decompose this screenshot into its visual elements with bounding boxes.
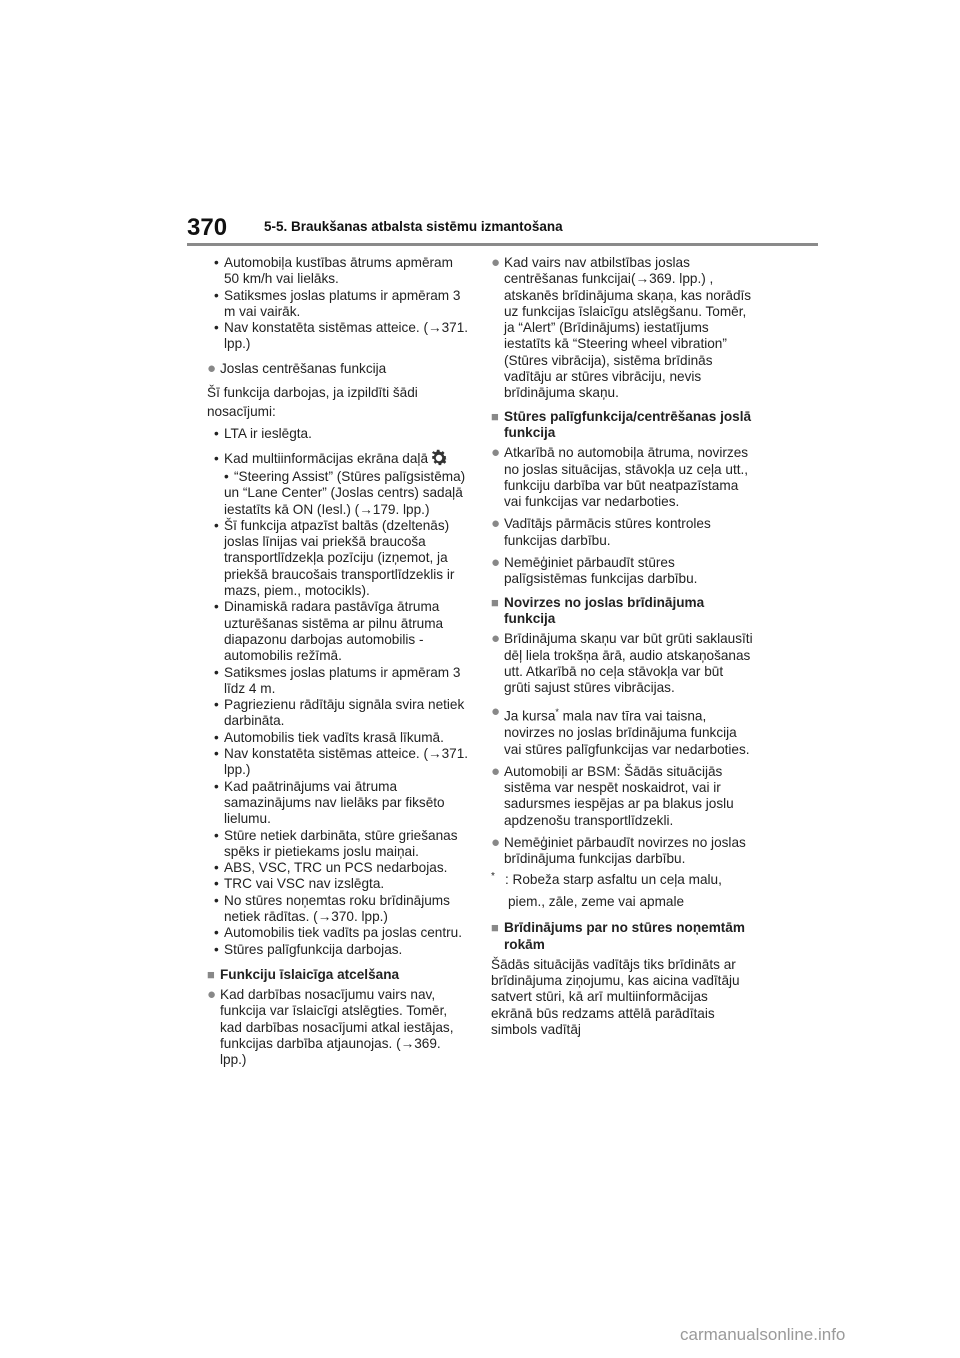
list-item: • Nav konstatēta sistēmas atteice. (→371. lpp.) (207, 320, 469, 353)
list-item: • Automobiļa kustības ātrums apmēram 50 km/h vai lielāks. (207, 255, 469, 288)
circle-bullet-icon: ● (491, 630, 501, 648)
paragraph: Šādās situācijās vadītājs tiks brīdināts ar brīdinājuma ziņojumu, kas aicina vadītāju satvert stūri, kā arī multiinformācijas ekrānā būs redzams attēlā parādītais simbols vadītāj (491, 956, 740, 1037)
list-item: • Automobilis tiek vadīts krasā līkumā. (207, 730, 469, 746)
list-item-continuation: • “Steering Assist” (Stūres palīgsistēma) un “Lane Center” (Joslas centrs) sadaļā iestatīts kā ON (Iesl.) (→179. lpp.) (207, 469, 469, 518)
circle-bullet-icon: ● (207, 986, 217, 1004)
circle-bullet-icon: ● (491, 515, 501, 533)
circle-item (491, 764, 753, 829)
heading-text: Funkciju īslaicīga atcelšana (220, 966, 400, 982)
square-bullet-icon: ■ (491, 920, 499, 936)
list-item: • Kad paātrinājums vai ātruma samazinājums nav lielāks par fiksēto lielumu. (207, 779, 469, 828)
list-item: • Stūre netiek darbināta, stūre griešanas spēks ir pietiekams joslu maiņai. (207, 828, 469, 861)
page-number: 370 (187, 214, 228, 241)
circle-item (491, 555, 753, 588)
section-heading (491, 595, 753, 628)
item-text: Nemēģiniet pārbaudīt stūres palīgsistēmas funkcijas darbību. (504, 555, 698, 587)
circle-item (491, 445, 753, 510)
list-item: • Stūres palīgfunkcija darbojas. (207, 942, 469, 958)
section-title: 5-5. Braukšanas atbalsta sistēmu izmantošana (264, 219, 563, 234)
header-rule (187, 243, 818, 246)
circle-item (491, 631, 753, 696)
circle-bullet-icon: ● (491, 834, 501, 852)
gear-icon (428, 447, 450, 469)
list-item: • LTA ir ieslēgta. (207, 426, 469, 442)
square-bullet-icon: ■ (491, 408, 499, 424)
square-bullet-icon: ■ (491, 594, 499, 610)
circle-bullet-icon: ● (491, 762, 501, 780)
circle-item (491, 516, 753, 549)
right-column (491, 255, 753, 1038)
footnote-continuation: piem., zāle, zeme vai apmale (508, 893, 685, 909)
item-text: Automobiļi ar BSM: Šādās situācijās sistēma var nespēt noskaidrot, vai ir sadursmes iespējas ar pa blakus joslu apdzenošu transportlīdzekli. (504, 763, 734, 828)
section-heading (491, 409, 753, 442)
section-heading (491, 920, 753, 953)
footnote (491, 872, 753, 888)
circle-bullet-icon: ● (491, 554, 501, 572)
circle-bullet-icon: ● (491, 254, 501, 271)
item-text: Vadītājs pārmācis stūres kontroles funkcijas darbību. (504, 516, 711, 548)
heading-text: Brīdinājums par no stūres noņemtām rokām (504, 920, 745, 952)
circle-item (207, 987, 469, 1068)
item-text: Nemēģiniet pārbaudīt novirzes no joslas brīdinājuma funkcijas darbību. (504, 835, 746, 867)
watermark: carmanualsonline.info (680, 1325, 846, 1344)
item-text: mala nav tīra vai taisna, novirzes no joslas brīdinājuma funkcija vai stūres palīgfunkcijas var nedarboties. (504, 708, 750, 757)
list-item: • Satiksmes joslas platums ir apmēram 3 m vai vairāk. (207, 288, 469, 321)
list-item: • No stūres noņemtas roku brīdinājums netiek rādītas. (→370. lpp.) (207, 893, 469, 926)
list-item (207, 447, 469, 469)
footnote-mark: * (555, 707, 559, 718)
circle-item (491, 255, 753, 402)
paragraph: Šī funkcija darbojas, ja izpildīti šādi (207, 385, 418, 401)
heading-text: Stūres palīgfunkcija/centrēšanas joslā funkcija (504, 408, 752, 440)
item-text: Kad vairs nav atbilstības joslas centrēšanas funkcijai(→369. lpp.) , atskanēs brīdinājuma skaņa, kas norādīs uz funkcijas īslaicīgu atslēgšanu. Tomēr, ja “Alert” (Brīdinājums) iestatījums iestatīts kā “Steering wheel vibration” (Stūres vibrācija), sistēma brīdinās vadītāju ar stūres vibrāciju, nevis brīdinājuma skaņu. (504, 255, 752, 401)
section-heading (207, 967, 469, 983)
list-item: • TRC vai VSC nav izslēgta. (207, 876, 469, 892)
item-text: Kad multiinformācijas ekrāna daļā (224, 450, 429, 466)
circle-bullet-icon: ● (491, 703, 501, 721)
circle-bullet-icon: ● (207, 359, 217, 377)
list-item: • Šī funkcija atpazīst baltās (dzeltenās) joslas līnijas vai priekšā braucoša transportlīdzekļa pozīciju (izņemot, ja priekšā braucošais transportlīdzeklis ir mazs, piem., motocikls). (207, 518, 469, 599)
page-header (187, 214, 818, 250)
item-text: Kad darbības nosacījumu vairs nav, funkcija var īslaicīgi atslēgties. Tomēr, kad darbības nosacījumi atkal iestājas, funkcijas darbība atjaunojas. (→369. lpp.) (220, 987, 454, 1068)
paragraph: nosacījumi: (207, 404, 276, 420)
list-item: • Satiksmes joslas platums ir apmēram 3 līdz 4 m. (207, 665, 469, 698)
list-item: • Nav konstatēta sistēmas atteice. (→371. lpp.) (207, 746, 469, 779)
heading-text: Novirzes no joslas brīdinājuma funkcija (504, 594, 705, 626)
list-item: • Dinamiskā radara pastāvīga ātruma uzturēšanas sistēma ar pilnu ātruma diapazonu darbojas automobilis - automobilis režīmā. (207, 599, 469, 664)
square-bullet-icon: ■ (207, 966, 215, 982)
item-text: Brīdinājuma skaņu var būt grūti saklausīti dēļ liela trokšņa ārā, audio atskaņošanas utt. Atkarībā no ceļa stāvokļa var būt grūti sajust stūres vibrācijas. (504, 631, 753, 696)
list-item: • Pagriezienu rādītāju signāla svira netiek darbināta. (207, 697, 469, 730)
circle-bullet-icon: ● (491, 444, 501, 462)
footnote-mark: * (491, 870, 495, 882)
circle-item (491, 835, 753, 868)
item-text: Atkarībā no automobiļa ātruma, novirzes no joslas situācijas, stāvokļa uz ceļa utt., funkciju darbība var būt neatpazīstama vai funkcijas var nedarboties. (504, 445, 749, 510)
item-text: Ja kursa (504, 708, 556, 724)
list-item: • Automobilis tiek vadīts pa joslas centru. (207, 925, 469, 941)
footnote-text: : Robeža starp asfaltu un ceļa malu, (505, 871, 722, 887)
circle-item (491, 704, 753, 757)
list-item: • ABS, VSC, TRC un PCS nedarbojas. (207, 860, 469, 876)
left-column (207, 255, 469, 1069)
circle-item (207, 361, 469, 377)
item-text: Joslas centrēšanas funkcija (220, 360, 387, 376)
